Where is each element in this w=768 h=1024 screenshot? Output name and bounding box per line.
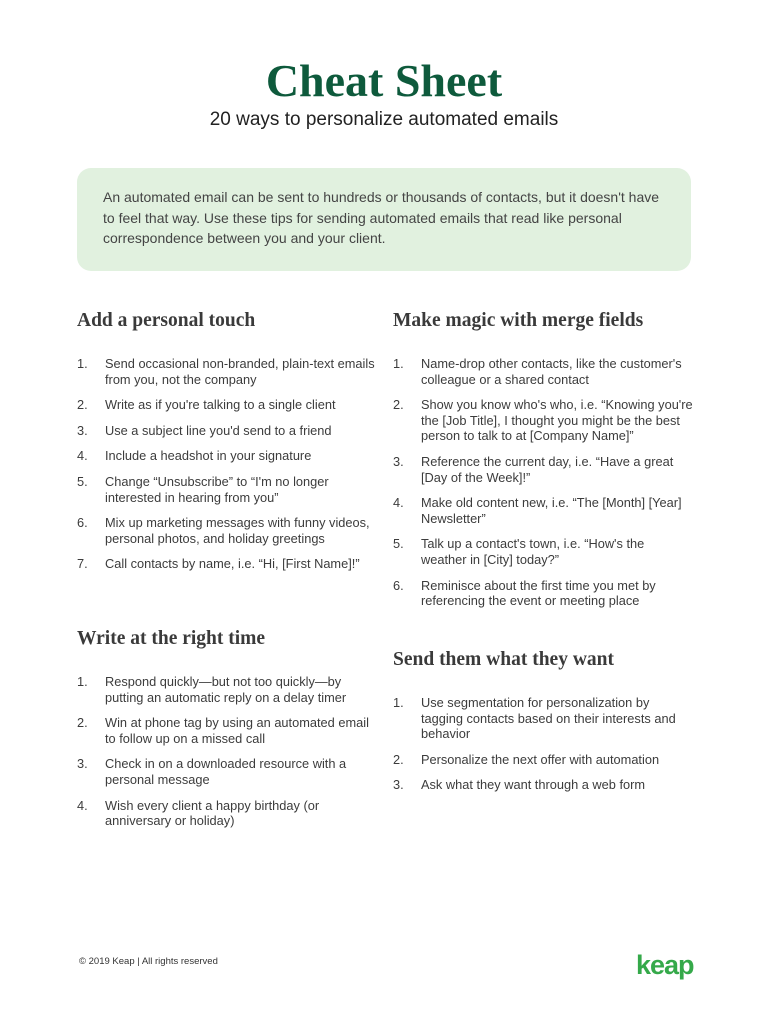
item-text: Talk up a contact's town, i.e. “How's the weather in [City] today?” (421, 536, 645, 567)
item-text: Change “Unsubscribe” to “I'm no longer interested in hearing from you” (105, 473, 329, 505)
item-number: 1. (393, 356, 404, 371)
tips-list (393, 695, 693, 793)
list-item (77, 397, 377, 413)
item-number: 7. (77, 556, 88, 572)
section-heading: Write at the right time (77, 628, 266, 649)
item-text: Check in on a downloaded resource with a personal message (105, 756, 347, 787)
tips-list (393, 356, 693, 609)
list-item (77, 715, 377, 746)
item-text: Use segmentation for personalization by tagging contacts based on their interests and behavior (421, 695, 676, 742)
item-number: 6. (393, 577, 404, 593)
list-item (77, 756, 377, 787)
item-text: Personalize the next offer with automation (421, 751, 660, 767)
copyright-text: © 2019 Keap | All rights reserved (79, 956, 218, 967)
item-text: Wish every client a happy birthday (or anniversary or holiday) (105, 797, 320, 829)
section-what-they-want (393, 647, 693, 803)
item-text: Mix up marketing messages with funny videos, personal photos, and holiday greetings (105, 515, 370, 546)
item-text: Reference the current day, i.e. “Have a great [Day of the Week]!” (421, 453, 674, 485)
list-item (77, 556, 377, 572)
list-item (393, 777, 693, 793)
page-title: Cheat Sheet (265, 55, 503, 106)
item-text: Call contacts by name, i.e. “Hi, [First Name]!” (105, 556, 360, 572)
item-number: 1. (77, 356, 88, 371)
tips-list (77, 674, 377, 829)
item-text: Write as if you're talking to a single client (105, 397, 336, 413)
list-item (393, 454, 693, 485)
item-text: Name-drop other contacts, like the customer's colleague or a shared contact (421, 356, 682, 387)
item-number: 3. (77, 422, 88, 438)
list-item (393, 536, 693, 567)
section-heading: Add a personal touch (77, 310, 256, 331)
list-item (77, 515, 377, 546)
list-item (393, 495, 693, 526)
section-personal-touch (77, 308, 377, 582)
item-number: 3. (393, 777, 404, 793)
section-heading: Send them what they want (393, 649, 615, 670)
list-item (393, 695, 693, 742)
list-item (77, 356, 377, 387)
item-number: 4. (77, 448, 88, 464)
item-text: Include a headshot in your signature (105, 448, 312, 464)
list-item (393, 356, 693, 387)
list-item (393, 397, 693, 444)
section-right-time (77, 626, 377, 839)
item-number: 2. (77, 715, 88, 731)
item-number: 4. (393, 495, 404, 511)
item-number: 2. (77, 397, 88, 413)
item-text: Respond quickly—but not too quickly—by putting an automatic reply on a delay timer (105, 674, 347, 705)
list-item (77, 474, 377, 505)
tips-list (77, 356, 377, 572)
item-text: Ask what they want through a web form (421, 777, 646, 793)
item-number: 5. (393, 536, 404, 552)
item-number: 3. (393, 453, 404, 469)
item-text: Make old content new, i.e. “The [Month] [Year] Newsletter” (421, 495, 682, 526)
list-item (77, 674, 377, 705)
list-item (77, 423, 377, 439)
keap-logo: keap (636, 950, 694, 980)
item-text: Win at phone tag by using an automated email to follow up on a missed call (105, 715, 369, 746)
intro-callout: An automated email can be sent to hundreds or thousands of contacts, but it doesn't have to feel that way. Use these tips for sending automated emails that read like personal correspondence between you and your client. (77, 168, 691, 271)
list-item (77, 448, 377, 464)
item-text: Show you know who's who, i.e. “Knowing you're the [Job Title], I thought you might be the best person to talk to at [Company Name]” (421, 397, 693, 444)
item-number: 6. (77, 515, 88, 531)
item-number: 5. (77, 473, 88, 489)
page-subtitle: 20 ways to personalize automated emails (209, 109, 559, 130)
item-number: 1. (77, 674, 88, 689)
item-number: 3. (77, 756, 88, 772)
item-text: Use a subject line you'd send to a friend (105, 422, 332, 438)
item-number: 4. (77, 797, 88, 813)
item-text: Reminisce about the first time you met by referencing the event or meeting place (421, 577, 656, 609)
list-item (77, 798, 377, 829)
section-merge-fields (393, 308, 693, 619)
item-number: 1. (393, 695, 404, 710)
list-item (393, 578, 693, 609)
section-heading: Make magic with merge fields (393, 310, 644, 331)
item-text: Send occasional non-branded, plain-text emails from you, not the company (105, 356, 375, 387)
list-item (393, 752, 693, 768)
item-number: 2. (393, 397, 404, 413)
item-number: 2. (393, 751, 404, 767)
